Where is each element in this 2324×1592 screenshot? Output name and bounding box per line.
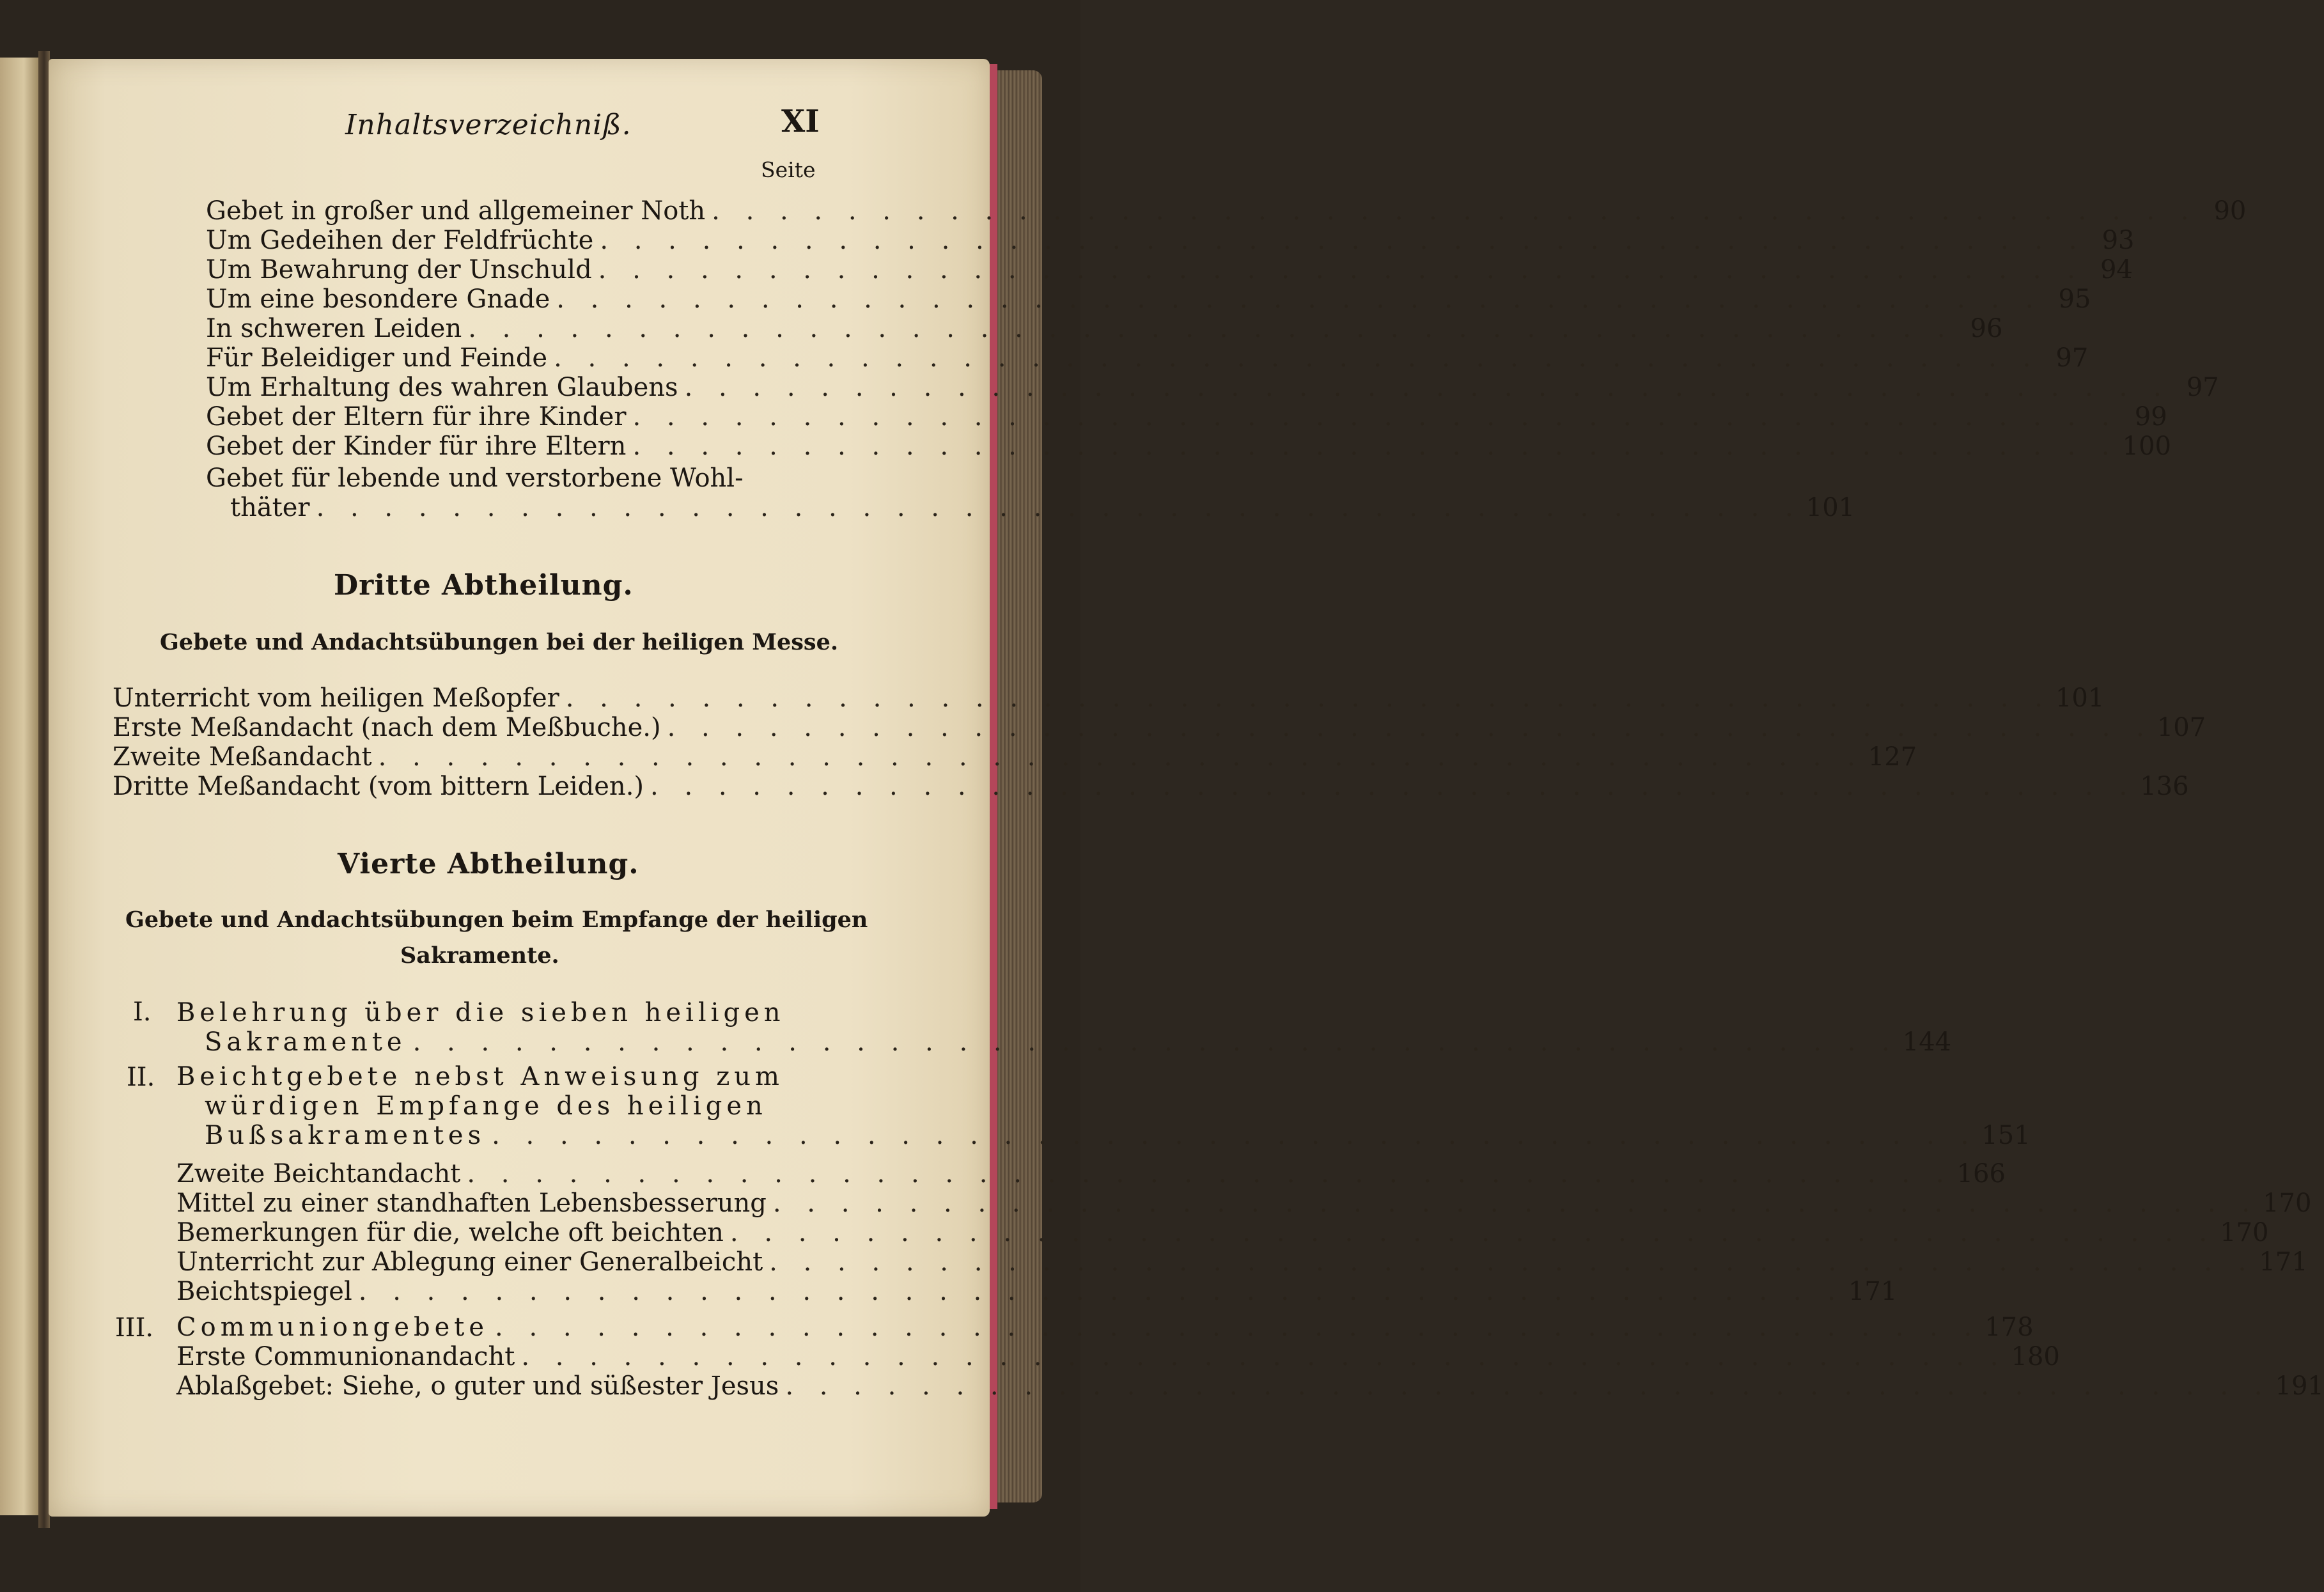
left-page-edge (0, 58, 40, 1515)
toc-entry (206, 226, 2135, 255)
toc-entry-label: Erste Communionandacht (176, 1342, 515, 1371)
toc-entry-label: thäter (230, 493, 310, 522)
toc-entry-page: 151 (1981, 1121, 2031, 1150)
toc-entry-page: 93 (2102, 226, 2135, 255)
toc-entry-page: 166 (1956, 1159, 2006, 1189)
toc-entry-page: 180 (2011, 1342, 2060, 1371)
toc-entry (176, 1371, 2324, 1401)
toc-entry (205, 1092, 818, 1120)
section-subheading: Sakramente. (400, 942, 559, 969)
leader-dots: . . . . . . . . . . . . . . . . . . . . . . . . . . . . . . . . . . . . . . . . . . . . (785, 1371, 2272, 1401)
toc-entry (206, 196, 2247, 226)
toc-entry-page: 101 (1805, 493, 1855, 522)
section-heading: Vierte Abtheilung. (338, 848, 639, 880)
toc-entry-label: Um Erhaltung des wahren Glaubens (206, 373, 678, 402)
toc-entry (206, 373, 2219, 402)
toc-entry (176, 1063, 818, 1091)
leader-dots: . . . . . . . . . . . . . . . . . . . . . . . . . . . . . . . . . . . . . . . . . . . . (598, 255, 2084, 285)
toc-entry (113, 683, 2105, 713)
toc-entry-page: 101 (2055, 683, 2105, 713)
leader-dots: . . . . . . . . . . . . . . . . . . . . . . . . . . . . . . . . . . . . . . . . . . . . (358, 1277, 1844, 1306)
toc-entry-page: 178 (1985, 1313, 2034, 1342)
toc-entry-label: Um Gedeihen der Feldfrüchte (206, 226, 594, 255)
toc-entry-page: 107 (2156, 713, 2206, 742)
toc-entry-label: Ablaßgebet: Siehe, o guter und süßester Jesus (176, 1371, 779, 1401)
toc-entry (176, 1277, 1898, 1306)
toc-entry (113, 742, 1917, 772)
leader-dots: . . . . . . . . . . . . . . . . . . . . . . . . . . . . . . . . . . . . . . . . . . . . (412, 1027, 1899, 1057)
leader-dots: . . . . . . . . . . . . . . . . . . . . . . . . . . . . . . . . . . . . . . . . . . . . (492, 1121, 1978, 1150)
leader-dots: . . . . . . . . . . . . . . . . . . . . . . . . . . . . . . . . . . . . . . . . . . . . (378, 742, 1864, 772)
toc-entry-label: In schweren Leiden (206, 314, 462, 343)
toc-entry-label: Dritte Meßandacht (vom bittern Leiden.) (113, 772, 644, 801)
toc-entry (205, 1027, 1952, 1057)
toc-entry-label: Beichtspiegel (176, 1277, 352, 1306)
toc-entry (176, 1342, 2060, 1371)
leader-dots: . . . . . . . . . . . . . . . . . . . . . . . . . . . . . . . . . . . . . . . . . . . . (556, 285, 2043, 314)
leader-dots: . . . . . . . . . . . . . . . . . . . . . . . . . . . . . . . . . . . . . . . . . . . . (667, 713, 2153, 742)
toc-entry-label: Mittel zu einer standhaften Lebensbesserung (176, 1189, 767, 1218)
toc-entry-page: 100 (2122, 432, 2172, 461)
leader-dots: . . . . . . . . . . . . . . . . . . . . . . . . . . . . . . . . . . . . . . . . . . . . (729, 1218, 2217, 1247)
leader-dots: . . . . . . . . . . . . . . . . . . . . . . . . . . . . . . . . . . . . . . . . . . . . (521, 1342, 2008, 1371)
leader-dots: . . . . . . . . . . . . . . . . . . . . . . . . . . . . . . . . . . . . . . . . . . . . (554, 343, 2040, 373)
leader-dots: . . . . . . . . . . . . . . . . . . . . . . . . . . . . . . . . . . . . . . . . . . . . (632, 402, 2119, 432)
column-label: Seite (761, 157, 816, 182)
leader-dots: . . . . . . . . . . . . . . . . . . . . . . . . . . . . . . . . . . . . . . . . . . . . (772, 1189, 2259, 1218)
leader-dots: . . . . . . . . . . . . . . . . . . . . . . . . . . . . . . . . . . . . . . . . . . . . (600, 226, 2086, 255)
toc-entry (176, 1218, 2269, 1247)
section-heading: Dritte Abtheilung. (334, 569, 634, 602)
toc-entry (230, 493, 1855, 522)
toc-entry (206, 402, 2167, 432)
toc-entry-label: würdigen Empfange des heiligen (205, 1091, 767, 1121)
leader-dots: . . . . . . . . . . . . . . . . . . . . . . . . . . . . . . . . . . . . . . . . . . . . (632, 432, 2119, 461)
toc-entry-label: Belehrung über die sieben heiligen (176, 998, 785, 1027)
toc-entry-page: 171 (1848, 1277, 1898, 1306)
toc-entry-label: Communiongebete (176, 1313, 489, 1342)
toc-entry-label: Für Beleidiger und Feinde (206, 343, 548, 373)
toc-entry-label: Sakramente (205, 1027, 407, 1057)
toc-entry-page: 136 (2140, 772, 2189, 801)
toc-entry-label: Gebet der Kinder für ihre Eltern (206, 432, 627, 461)
section-subheading: Gebete und Andachtsübungen bei der heiligen Messe. (160, 629, 839, 655)
roman-numeral: III. (115, 1313, 154, 1343)
leader-dots: . . . . . . . . . . . . . . . . . . . . . . . . . . . . . . . . . . . . . . . . . . . . (650, 772, 2137, 801)
toc-entry-label: Bußsakramentes (205, 1121, 486, 1150)
toc-entry-page: 144 (1902, 1027, 1952, 1057)
leader-dots: . . . . . . . . . . . . . . . . . . . . . . . . . . . . . . . . . . . . . . . . . . . . (467, 1159, 1953, 1189)
leader-dots: . . . . . . . . . . . . . . . . . . . . . . . . . . . . . . . . . . . . . . . . . . . . (565, 683, 2052, 713)
toc-entry (206, 343, 2089, 373)
toc-entry-label: Zweite Meßandacht (113, 742, 372, 772)
toc-entry-label: Gebet für lebende und verstorbene Wohl- (206, 464, 744, 493)
toc-entry (113, 713, 2206, 742)
leader-dots: . . . . . . . . . . . . . . . . . . . . . . . . . . . . . . . . . . . . . . . . . . . . (316, 493, 1802, 522)
toc-entry (206, 432, 2172, 461)
toc-entry (176, 999, 818, 1027)
page-number: XI (781, 104, 820, 139)
toc-entry (176, 1247, 2308, 1277)
toc-entry-label: Zweite Beichtandacht (176, 1159, 461, 1189)
toc-entry-page: 127 (1868, 742, 1917, 772)
toc-entry (176, 1313, 2034, 1342)
toc-entry-label: Um Bewahrung der Unschuld (206, 255, 592, 285)
toc-entry-label: Gebet in großer und allgemeiner Noth (206, 196, 706, 226)
leader-dots: . . . . . . . . . . . . . . . . . . . . . . . . . . . . . . . . . . . . . . . . . . . . (684, 373, 2171, 402)
section-subheading: Gebete und Andachtsübungen beim Empfange der heiligen (125, 907, 868, 933)
leader-dots: . . . . . . . . . . . . . . . . . . . . . . . . . . . . . . . . . . . . . . . . . . . . (769, 1247, 2256, 1277)
toc-entry-page: 97 (2186, 373, 2219, 402)
toc-entry (113, 772, 2189, 801)
toc-entry-page: 90 (2213, 196, 2247, 226)
toc-entry (176, 1159, 2006, 1189)
toc-entry-label: Erste Meßandacht (nach dem Meßbuche.) (113, 713, 661, 742)
toc-entry (206, 464, 818, 492)
roman-numeral: II. (127, 1063, 155, 1092)
toc-entry (206, 285, 2091, 314)
toc-entry-label: Unterricht zur Ablegung einer Generalbeicht (176, 1247, 763, 1277)
toc-entry (205, 1121, 2031, 1150)
toc-entry-page: 170 (2220, 1218, 2269, 1247)
page-title: Inhaltsverzeichniß. (345, 109, 632, 141)
toc-entry-label: Um eine besondere Gnade (206, 285, 550, 314)
toc-entry-page: 99 (2134, 402, 2167, 432)
toc-entry-page: 96 (1970, 314, 2003, 343)
toc-entry-label: Bemerkungen für die, welche oft beichten (176, 1218, 724, 1247)
toc-entry-page: 170 (2263, 1189, 2312, 1218)
roman-numeral: I. (133, 997, 152, 1027)
leader-dots: . . . . . . . . . . . . . . . . . . . . . . . . . . . . . . . . . . . . . . . . . . . . (495, 1313, 1981, 1342)
toc-entry-label: Beichtgebete nebst Anweisung zum (176, 1062, 784, 1091)
toc-entry-page: 95 (2058, 285, 2091, 314)
toc-entry (176, 1189, 2312, 1218)
toc-entry-page: 171 (2259, 1247, 2308, 1277)
toc-entry-page: 97 (2055, 343, 2089, 373)
toc-entry (206, 255, 2133, 285)
leader-dots: . . . . . . . . . . . . . . . . . . . . . . . . . . . . . . . . . . . . . . . . . . . . (468, 314, 1954, 343)
toc-entry-label: Unterricht vom heiligen Meßopfer (113, 683, 559, 713)
toc-entry-page: 94 (2100, 255, 2133, 285)
toc-entry-page: 191 (2275, 1371, 2324, 1401)
toc-entry (206, 314, 2003, 343)
toc-entry-label: Gebet der Eltern für ihre Kinder (206, 402, 627, 432)
leader-dots: . . . . . . . . . . . . . . . . . . . . . . . . . . . . . . . . . . . . . . . . . . . . (712, 196, 2198, 226)
